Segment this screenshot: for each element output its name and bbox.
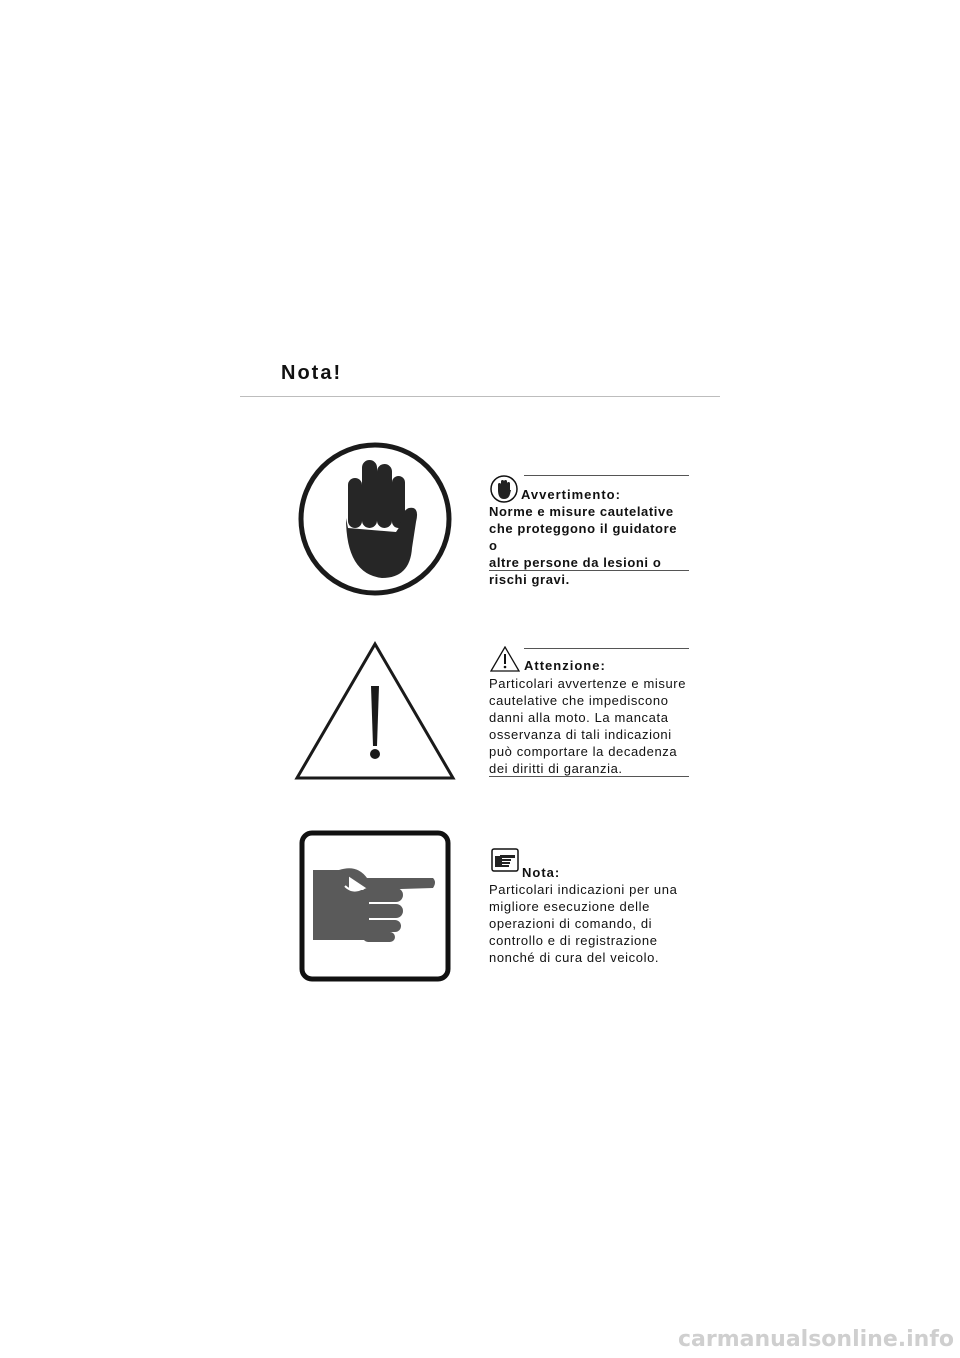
watermark: carmanualsonline.info	[678, 1327, 954, 1352]
warning-bottom-rule	[489, 570, 689, 571]
caution-text: Particolari avvertenze e misure cautelative che impediscono danni alla moto. La mancata osservanza di tali indicazioni può comportare la decadenza dei diritti di garanzia.	[489, 676, 687, 776]
caution-bottom-rule	[489, 776, 689, 777]
page-title: Nota!	[281, 362, 343, 384]
stop-hand-small-icon	[490, 475, 518, 503]
caution-heading: Attenzione:	[524, 658, 606, 673]
pointing-hand-icon	[299, 830, 451, 982]
note-heading: Nota:	[522, 865, 561, 880]
caution-top-rule	[524, 648, 689, 649]
warning-top-rule	[524, 475, 689, 476]
warning-heading: Avvertimento:	[521, 487, 621, 502]
stop-hand-icon	[296, 436, 454, 602]
warning-triangle-small-icon	[490, 646, 520, 672]
warning-triangle-icon	[294, 640, 456, 782]
pointing-hand-small-icon	[491, 848, 519, 872]
note-text: Particolari indicazioni per una migliore esecuzione delle operazioni di comando, di controllo e di registrazione nonché di cura del veicolo.	[489, 882, 678, 965]
title-divider	[240, 396, 720, 397]
warning-text: Norme e misure cautelative che proteggono il guidatore o altre persone da lesioni o rischi gravi.	[489, 504, 678, 587]
